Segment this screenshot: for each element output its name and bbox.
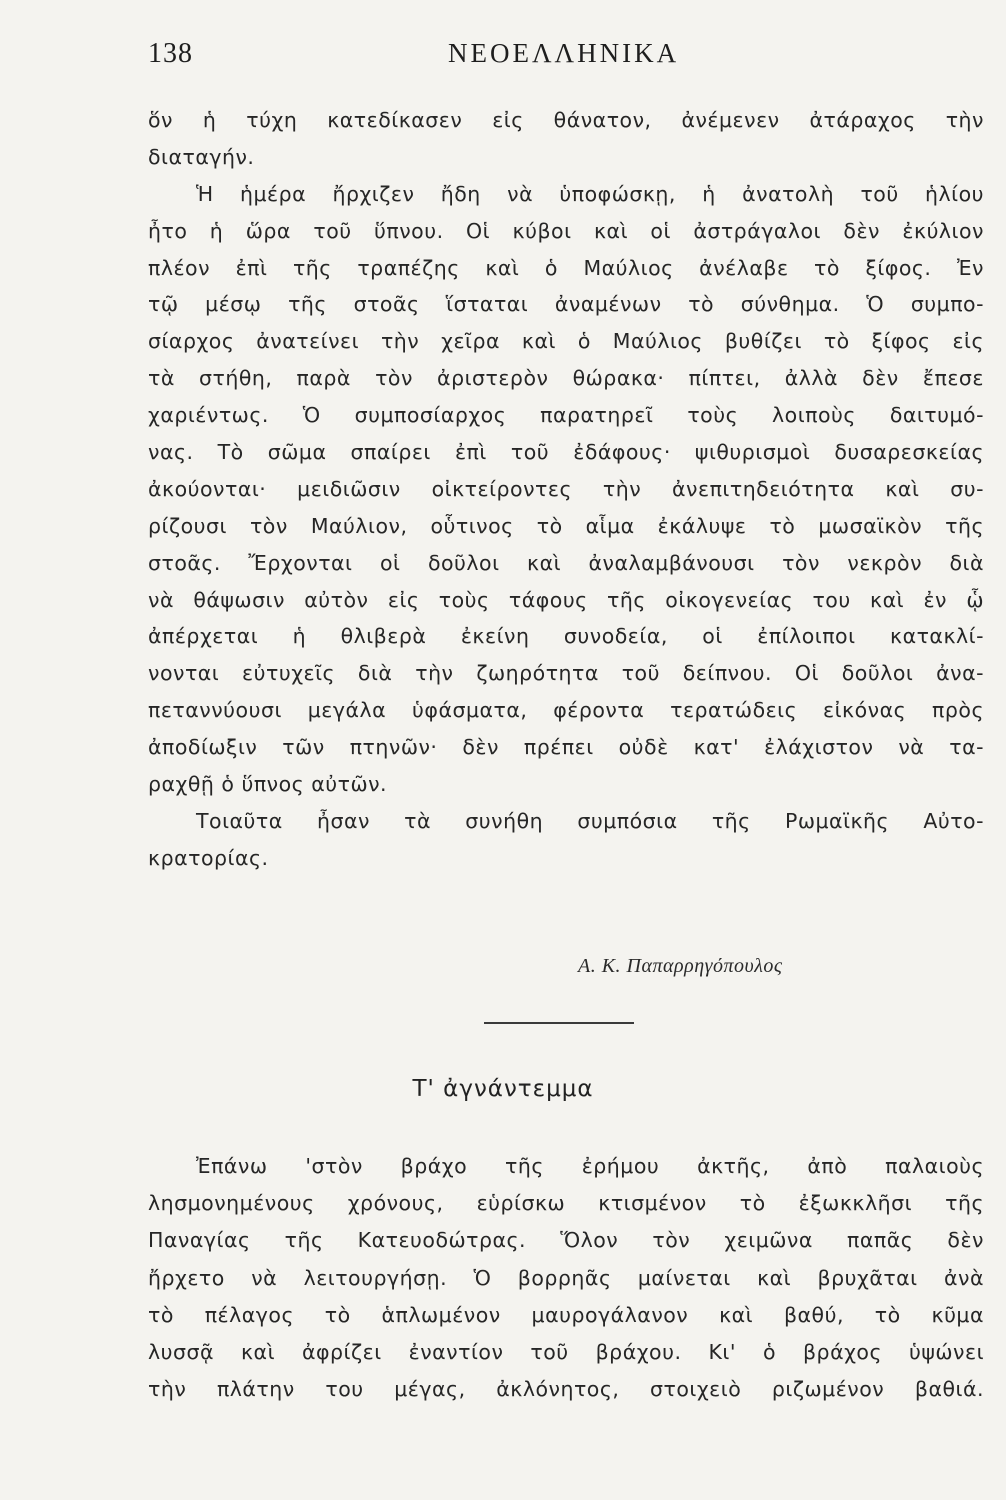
text-line: νας. Τὸ σῶμα σπαίρει ἐπὶ τοῦ ἐδάφους· ψιθυρισμοὶ δυσαρεσκείας: [148, 440, 984, 465]
running-title: ΝΕΟΕΛΛΗΝΙΚΑ: [448, 38, 680, 68]
text-line: σίαρχος ἀνατείνει τὴν χεῖρα καὶ ὁ Μαύλιος βυθίζει τὸ ξίφος εἰς: [148, 329, 984, 354]
text-line: ὅν ἡ τύχη κατεδίκασεν εἰς θάνατον, ἀνέμενεν ἀτάραχος τὴν: [148, 108, 984, 132]
text-line: Τοιαῦτα ἦσαν τὰ συνήθη συμπόσια τῆς Ρωμαϊκῆς Αὐτο-: [196, 808, 984, 833]
text-line: στοᾶς. Ἔρχονται οἱ δοῦλοι καὶ ἀναλαμβάνουσι τὸν νεκρὸν διὰ: [148, 550, 984, 575]
author-signature: Α. Κ. Παπαρρηγόπουλος: [578, 955, 783, 977]
text-line: τῷ μέσῳ τῆς στοᾶς ἵσταται ἀναμένων τὸ σύνθημα. Ὁ συμπο-: [148, 292, 984, 317]
text-line: ραχθῇ ὁ ὕπνος αὐτῶν.: [148, 772, 388, 797]
text-line: Ἐπάνω 'στὸν βράχο τῆς ἐρήμου ἀκτῆς, ἀπὸ παλαιοὺς: [196, 1154, 984, 1178]
text-line: χαριέντως. Ὁ συμποσίαρχος παρατηρεῖ τοὺς λοιποὺς δαιτυμό-: [148, 403, 984, 428]
text-line: Παναγίας τῆς Κατευοδώτρας. Ὅλον τὸν χειμῶνα παπᾶς δὲν: [148, 1228, 984, 1253]
text-line: κρατορίας.: [148, 845, 269, 870]
text-line: ἤρχετο νὰ λειτουργήσῃ. Ὁ βορρηᾶς μαίνεται καὶ βρυχᾶται ἀνὰ: [148, 1265, 984, 1290]
text-line: ἀπέρχεται ἡ θλιβερὰ ἐκείνη συνοδεία, οἱ ἐπίλοιποι κατακλί-: [148, 624, 984, 649]
section-title: Τ' ἀγνάντεμμα: [412, 1076, 594, 1102]
text-line: ρίζουσι τὸν Μαύλιον, οὗτινος τὸ αἷμα ἐκάλυψε τὸ μωσαϊκὸν τῆς: [148, 513, 984, 538]
text-line: νονται εὐτυχεῖς διὰ τὴν ζωηρότητα τοῦ δείπνου. Οἱ δοῦλοι ἀνα-: [148, 661, 984, 686]
text-line: νὰ θάψωσιν αὐτὸν εἰς τοὺς τάφους τῆς οἰκογενείας του καὶ ἐν ᾧ: [148, 587, 984, 612]
text-line: τὸ πέλαγος τὸ ἁπλωμένον μαυρογάλανον καὶ βαθύ, τὸ κῦμα: [148, 1302, 984, 1327]
text-line: διαταγήν.: [148, 144, 255, 169]
section-divider: [484, 1022, 634, 1024]
text-line: πεταννύουσι μεγάλα ὑφάσματα, φέροντα τερατώδεις εἰκόνας πρὸς: [148, 698, 984, 723]
text-line: τὰ στήθη, παρὰ τὸν ἀριστερὸν θώρακα· πίπτει, ἀλλὰ δὲν ἔπεσε: [148, 366, 984, 391]
text-line: ἀκούονται· μειδιῶσιν οἰκτείροντες τὴν ἀνεπιτηδειότητα καὶ συ-: [148, 476, 984, 501]
text-line: λυσσᾷ καὶ ἀφρίζει ἐναντίον τοῦ βράχου. Κι' ὁ βράχος ὑψώνει: [148, 1339, 984, 1364]
page-number: 138: [148, 38, 193, 69]
text-line: ἀποδίωξιν τῶν πτηνῶν· δὲν πρέπει οὐδὲ κατ' ἐλάχιστον νὰ τα-: [148, 735, 984, 760]
text-line: Ἡ ἡμέρα ἤρχιζεν ἤδη νὰ ὑποφώσκῃ, ἡ ἀνατολὴ τοῦ ἡλίου: [196, 181, 984, 206]
text-line: ἦτο ἡ ὥρα τοῦ ὕπνου. Οἱ κύβοι καὶ οἱ ἀστράγαλοι δὲν ἐκύλιον: [148, 218, 984, 243]
text-line: πλέον ἐπὶ τῆς τραπέζης καὶ ὁ Μαύλιος ἀνέλαβε τὸ ξίφος. Ἐν: [148, 255, 984, 280]
text-line: λησμονημένους χρόνους, εὑρίσκω κτισμένον τὸ ἐξωκκλῆσι τῆς: [148, 1191, 984, 1216]
text-line: τὴν πλάτην του μέγας, ἀκλόνητος, στοιχειὸ ριζωμένον βαθιά.: [148, 1377, 984, 1402]
poem-text: [148, 1148, 984, 1408]
article-text: [148, 102, 984, 877]
page-header: [148, 38, 984, 78]
